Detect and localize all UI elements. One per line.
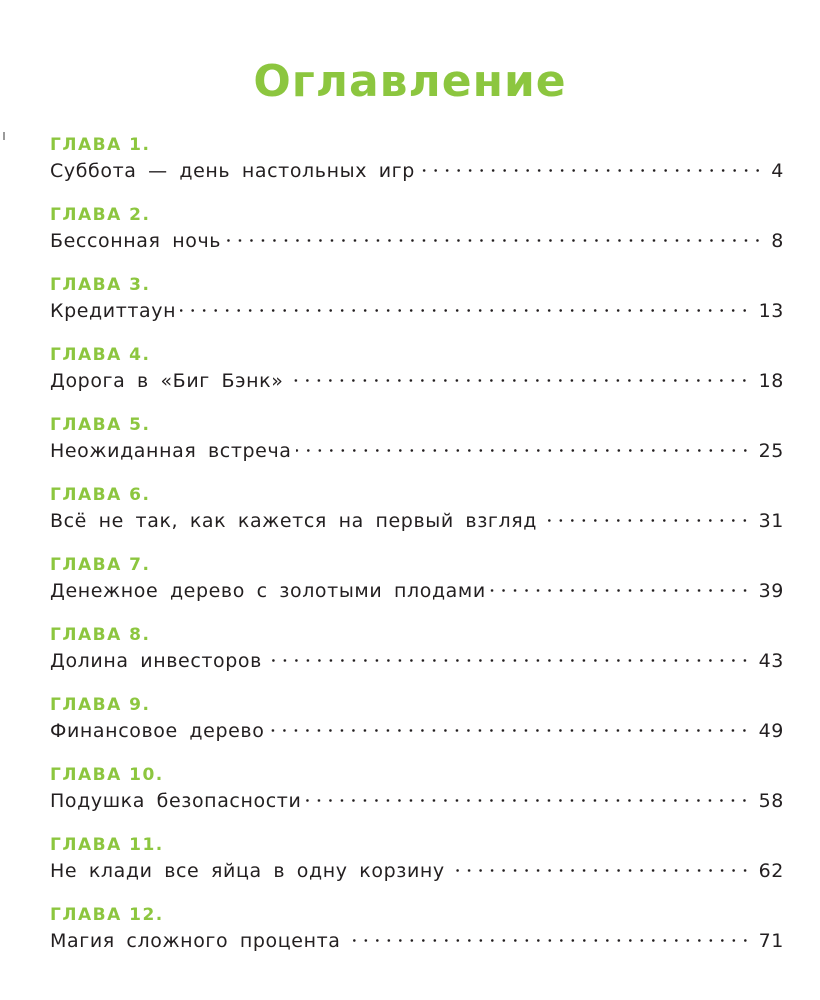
chapter-label: ГЛАВА 4. [50,345,151,365]
chapter-line[interactable] [50,928,784,954]
toc-entry[interactable] [50,412,784,482]
page-number: 58 [758,790,784,812]
chapter-title: Долина инвесторов [50,650,262,672]
chapter-title: Кредиттаун [50,300,177,322]
page-number: 39 [758,580,784,602]
chapter-label: ГЛАВА 2. [50,205,151,225]
page-title: Оглавление [253,56,567,107]
chapter-title: Не клади все яйца в одну корзину [50,860,445,882]
chapter-label: ГЛАВА 12. [50,905,164,925]
chapter-label: ГЛАВА 9. [50,695,151,715]
chapter-title: Денежное дерево с золотыми плодами [50,580,486,602]
chapter-line[interactable] [50,228,784,254]
dot-leader [419,169,763,172]
toc-entry[interactable] [50,692,784,762]
page-number: 71 [758,930,784,952]
chapter-title: Бессонная ночь [50,230,222,252]
chapter-title: Магия сложного процента [50,930,341,952]
page-number: 31 [758,510,784,532]
chapter-line[interactable] [50,368,784,394]
toc-entry[interactable] [50,272,784,342]
chapter-line[interactable] [50,718,784,744]
page-number: 18 [758,370,784,392]
dot-leader [180,309,750,312]
toc-entry[interactable] [50,552,784,622]
dot-leader [225,239,763,242]
dot-leader [345,939,751,942]
chapter-title: Финансовое дерево [50,720,265,742]
page-number: 4 [771,160,784,182]
chapter-label: ГЛАВА 8. [50,625,151,645]
dot-leader [490,589,751,592]
page-number: 13 [758,300,784,322]
chapter-line[interactable] [50,158,784,184]
chapter-line[interactable] [50,788,784,814]
page-number: 43 [758,650,784,672]
chapter-title: Неожиданная встреча [50,440,292,462]
chapter-label: ГЛАВА 5. [50,415,151,435]
dot-leader [296,449,751,452]
dot-leader [266,659,751,662]
chapter-label: ГЛАВА 6. [50,485,151,505]
chapter-title: Всё не так, как кажется на первый взгляд [50,510,538,532]
chapter-title: Подушка безопасности [50,790,302,812]
toc-entry[interactable] [50,622,784,692]
page-number: 49 [758,720,784,742]
chapter-line[interactable] [50,508,784,534]
chapter-line[interactable] [50,858,784,884]
chapter-label: ГЛАВА 1. [50,135,151,155]
toc-entry[interactable] [50,902,784,972]
chapter-line[interactable] [50,578,784,604]
margin-mark [3,132,5,140]
chapter-title: Суббота — день настольных игр [50,160,415,182]
page-number: 25 [758,440,784,462]
chapter-line[interactable] [50,648,784,674]
chapter-label: ГЛАВА 11. [50,835,164,855]
toc-entry[interactable] [50,762,784,832]
toc-entry[interactable] [50,832,784,902]
chapter-line[interactable] [50,298,784,324]
dot-leader [287,379,750,382]
page-number: 8 [771,230,784,252]
dot-leader [541,519,751,522]
page-number: 62 [758,860,784,882]
chapter-label: ГЛАВА 3. [50,275,151,295]
chapter-title: Дорога в «Биг Бэнк» [50,370,284,392]
toc-list [50,132,784,972]
dot-leader [449,869,751,872]
toc-entry[interactable] [50,202,784,272]
toc-entry[interactable] [50,132,784,202]
toc-entry[interactable] [50,482,784,552]
chapter-label: ГЛАВА 10. [50,765,164,785]
toc-entry[interactable] [50,342,784,412]
dot-leader [305,799,750,802]
chapter-line[interactable] [50,438,784,464]
chapter-label: ГЛАВА 7. [50,555,151,575]
dot-leader [268,729,750,732]
